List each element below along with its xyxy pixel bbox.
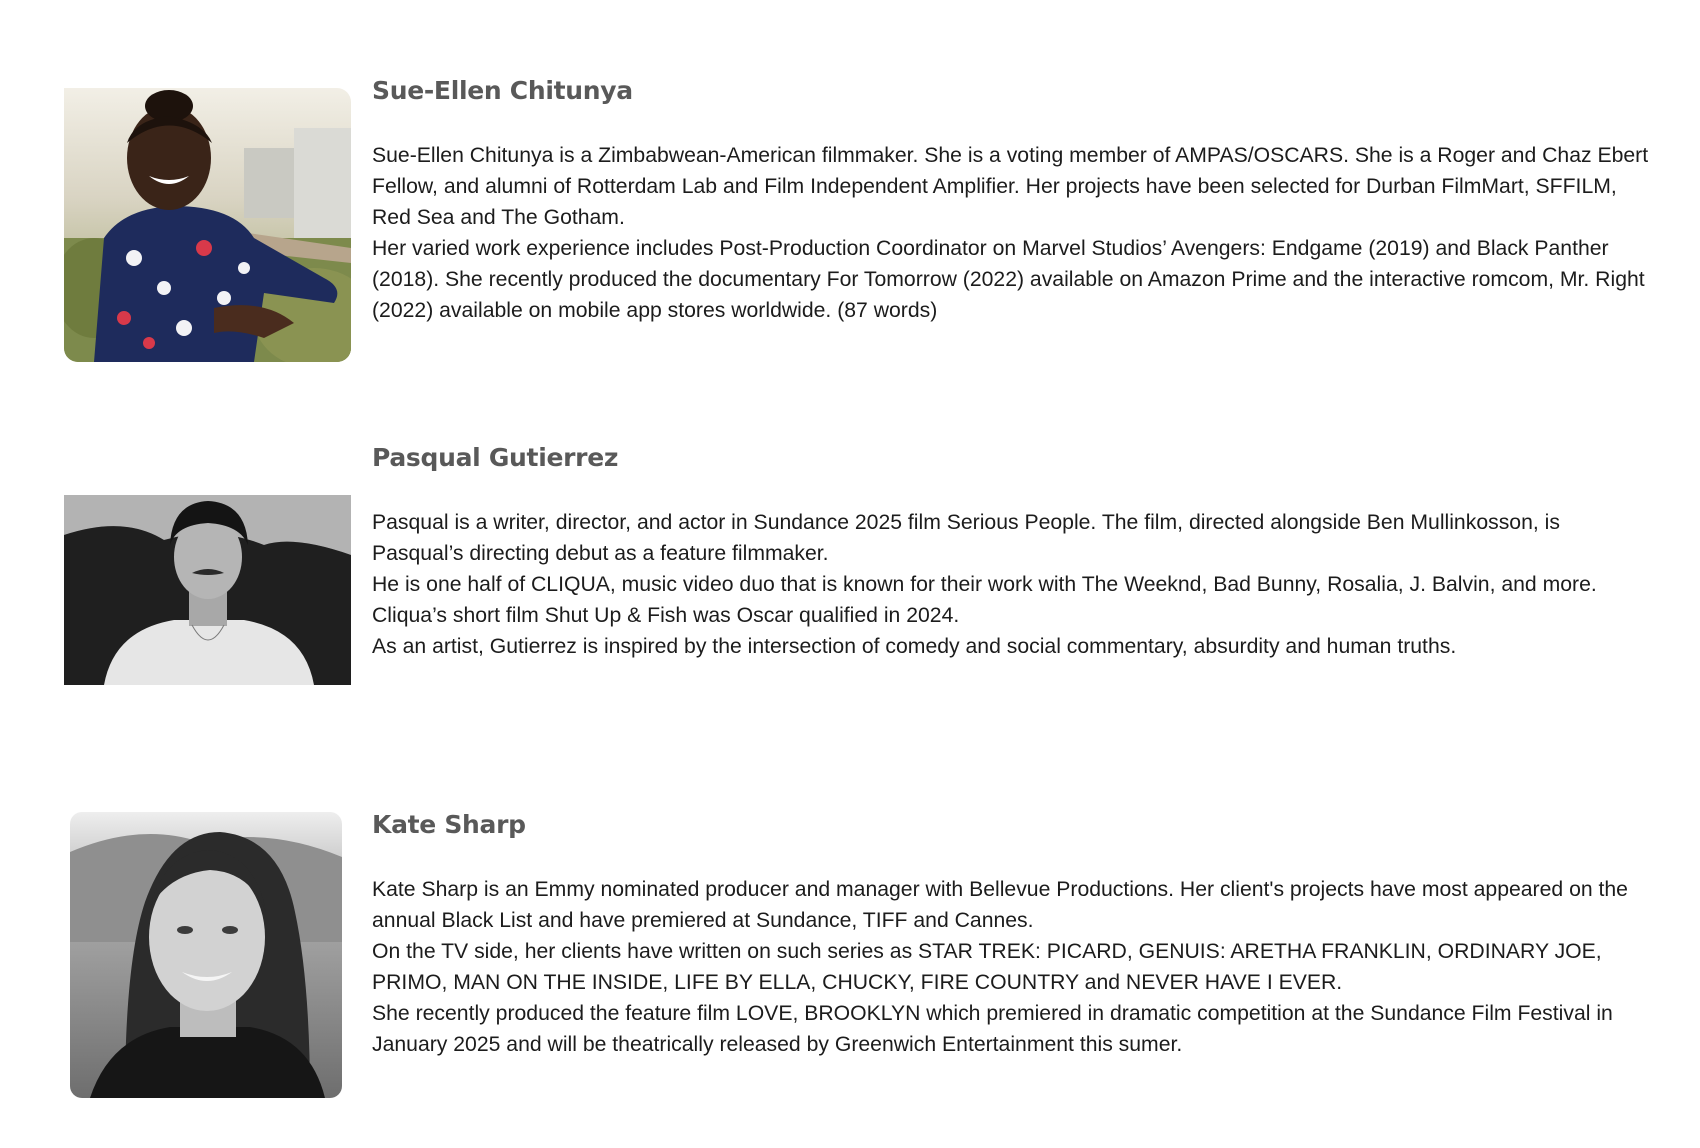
bio-paragraph: He is one half of CLIQUA, music video duo that is known for their work with The Weeknd, Bad Bunny, Rosalia, J. Balvin, and more. Cliqua’s short film Shut Up & Fish was Oscar qualified in 2024. [372,573,1597,627]
portrait-photo [64,495,351,685]
biography [372,140,1652,326]
bio-paragraph: On the TV side, her clients have written on such series as STAR TREK: PICARD, GENUIS: ARETHA FRANKLIN, ORDINARY JOE, PRIMO, MAN ON THE INSIDE, LIFE BY ELLA, CHUCKY, FIRE COUNTRY and NEVER HAVE I EVER. [372,940,1602,994]
person-name: Kate Sharp [372,810,526,839]
person-name: Sue-Ellen Chitunya [372,76,633,105]
bio-paragraph: As an artist, Gutierrez is inspired by the intersection of comedy and social commentary, absurdity and human truths. [372,635,1457,658]
portrait-photo [70,812,342,1098]
biography [372,507,1652,662]
bio-paragraph: Her varied work experience includes Post-Production Coordinator on Marvel Studios’ Avengers: Endgame (2019) and Black Panther (2018). She recently produced the documentary For Tomorrow (2022) available on Amazon Prime and the interactive romcom, Mr. Right (2022) available on mobile app stores worldwide. (87 words) [372,237,1645,322]
bio-paragraph: She recently produced the feature film LOVE, BROOKLYN which premiered in dramatic competition at the Sundance Film Festival in January 2025 and will be theatrically released by Greenwich Entertainment this sumer. [372,1002,1613,1056]
bio-paragraph: Sue-Ellen Chitunya is a Zimbabwean-American filmmaker. She is a voting member of AMPAS/OSCARS. She is a Roger and Chaz Ebert Fellow, and alumni of Rotterdam Lab and Film Independent Amplifier. Her projects have been selected for Durban FilmMart, SFFILM, Red Sea and The Gotham. [372,144,1649,229]
bio-paragraph: Pasqual is a writer, director, and actor in Sundance 2025 film Serious People. The film, directed alongside Ben Mullinkosson, is Pasqual’s directing debut as a feature filmmaker. [372,511,1560,565]
person-name: Pasqual Gutierrez [372,443,619,472]
portrait-photo [64,88,351,362]
biography [372,874,1652,1060]
bio-paragraph: Kate Sharp is an Emmy nominated producer and manager with Bellevue Productions. Her client's projects have most appeared on the annual Black List and have premiered at Sundance, TIFF and Cannes. [372,878,1628,932]
